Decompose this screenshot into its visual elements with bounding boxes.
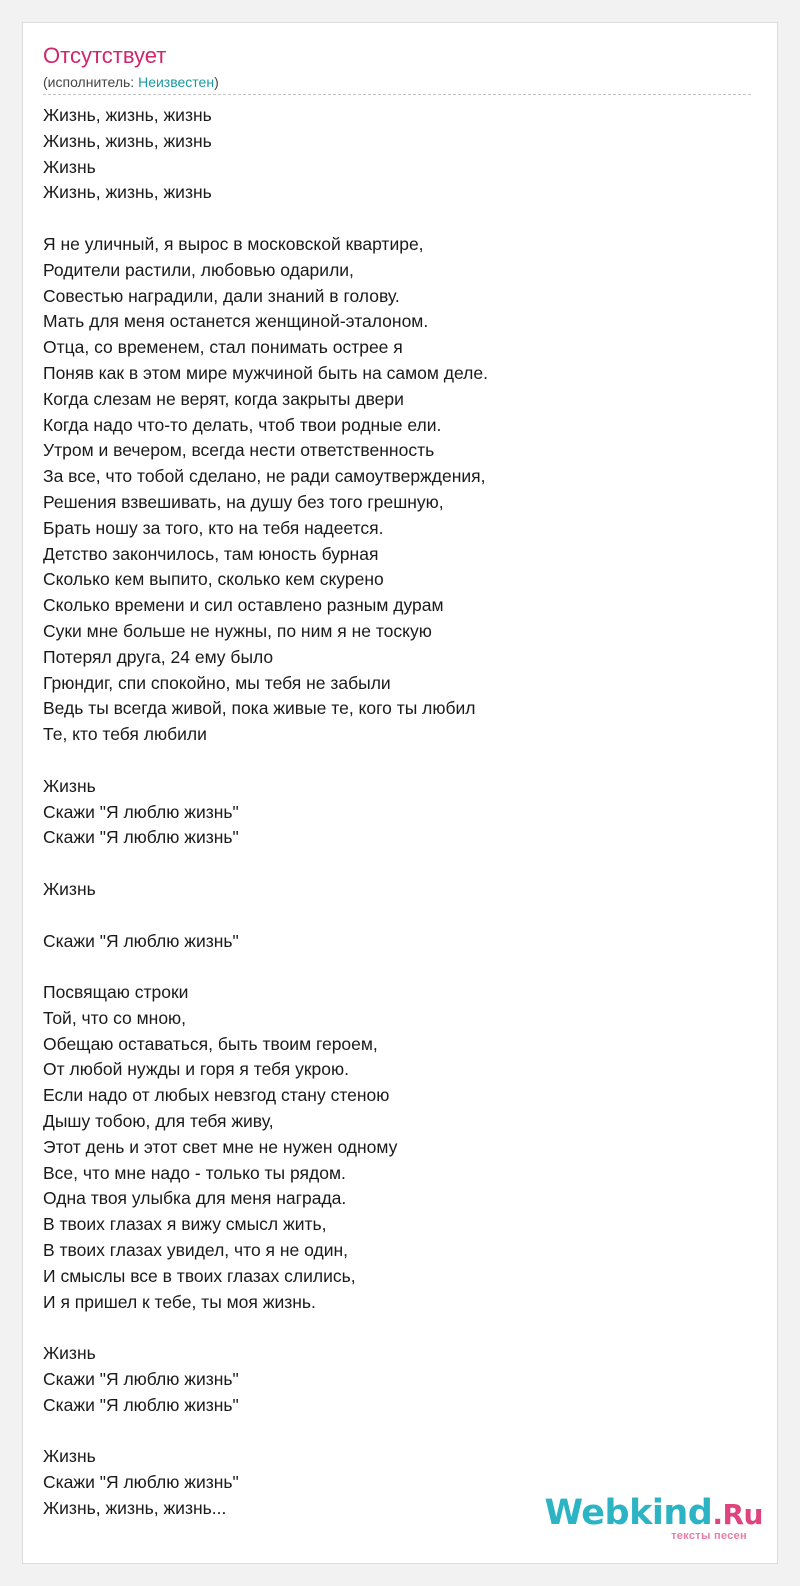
lyrics-line: Той, что со мною, bbox=[43, 1007, 187, 1028]
lyrics-line: Брать ношу за того, кто на тебя надеется. bbox=[43, 517, 384, 538]
lyrics-line: Скажи "Я люблю жизнь" bbox=[43, 1472, 239, 1493]
lyrics-blank-line bbox=[43, 851, 743, 877]
lyrics-blank-line bbox=[43, 1315, 743, 1341]
lyrics-line: И смыслы все в твоих глазах слились, bbox=[43, 1265, 356, 1286]
lyrics-line: Отца, со временем, стал понимать острее я bbox=[43, 337, 403, 358]
logo-tld: .Ru bbox=[712, 1498, 763, 1531]
lyrics-line: В твоих глазах я вижу смысл жить, bbox=[43, 1214, 327, 1235]
lyrics-line: Если надо от любых невзгод стану стеною bbox=[43, 1085, 390, 1106]
lyrics-line: Скажи "Я люблю жизнь" bbox=[43, 930, 239, 951]
lyrics-line: Жизнь, жизнь, жизнь... bbox=[43, 1498, 227, 1519]
lyrics-line: Скажи "Я люблю жизнь" bbox=[43, 1369, 239, 1390]
lyrics-line: Жизнь bbox=[43, 156, 96, 177]
lyrics-line: Жизнь bbox=[43, 1343, 96, 1364]
lyrics-line: Посвящаю строки bbox=[43, 982, 189, 1003]
lyrics-line: Утром и вечером, всегда нести ответственность bbox=[43, 440, 435, 461]
logo-tagline: тексты песен bbox=[671, 1530, 747, 1542]
lyrics-line: Когда надо что-то делать, чтоб твои родные ели. bbox=[43, 414, 442, 435]
lyrics-line: Ведь ты всегда живой, пока живые те, кого ты любил bbox=[43, 698, 476, 719]
lyrics-line: Решения взвешивать, на душу без того грешную, bbox=[43, 491, 444, 512]
lyrics-card bbox=[22, 22, 778, 1564]
lyrics-blank-line bbox=[43, 748, 743, 774]
lyrics-line: Жизнь bbox=[43, 878, 96, 899]
lyrics-line: Детство закончилось, там юность бурная bbox=[43, 543, 379, 564]
lyrics-line: В твоих глазах увидел, что я не один, bbox=[43, 1240, 348, 1261]
artist-prefix: (исполнитель: bbox=[43, 74, 139, 90]
lyrics-line: Скажи "Я люблю жизнь" bbox=[43, 1394, 239, 1415]
lyrics-line: За все, что тобой сделано, не ради самоутверждения, bbox=[43, 466, 486, 487]
lyrics-line: Жизнь bbox=[43, 1446, 96, 1467]
lyrics-line: И я пришел к тебе, ты моя жизнь. bbox=[43, 1291, 316, 1312]
lyrics-line: Поняв как в этом мире мужчиной быть на самом деле. bbox=[43, 362, 488, 383]
lyrics-line: Я не уличный, я вырос в московской квартире, bbox=[43, 233, 424, 254]
lyrics-line: От любой нужды и горя я тебя укрою. bbox=[43, 1059, 349, 1080]
logo-wordmark bbox=[544, 1493, 763, 1535]
artist-suffix: ) bbox=[214, 74, 219, 90]
lyrics-line: Жизнь, жизнь, жизнь bbox=[43, 130, 212, 151]
lyrics-blank-line bbox=[43, 1419, 743, 1445]
lyrics-line: Дышу тобою, для тебя живу, bbox=[43, 1111, 274, 1132]
lyrics-line: Жизнь bbox=[43, 775, 96, 796]
lyrics-line: Потерял друга, 24 ему было bbox=[43, 646, 274, 667]
lyrics-line: Все, что мне надо - только ты рядом. bbox=[43, 1162, 346, 1183]
title-divider bbox=[43, 94, 751, 95]
lyrics-line: Скажи "Я люблю жизнь" bbox=[43, 801, 239, 822]
lyrics-line: Скажи "Я люблю жизнь" bbox=[43, 827, 239, 848]
lyrics-line: Мать для меня останется женщиной-эталоном. bbox=[43, 311, 429, 332]
lyrics-line: Грюндиг, спи спокойно, мы тебя не забыли bbox=[43, 672, 391, 693]
lyrics-blank-line bbox=[43, 206, 743, 232]
lyrics-line: Те, кто тебя любили bbox=[43, 724, 207, 745]
lyrics-text bbox=[43, 103, 743, 1522]
lyrics-line: Обещаю оставаться, быть твоим героем, bbox=[43, 1033, 378, 1054]
lyrics-blank-line bbox=[43, 954, 743, 980]
lyrics-line: Жизнь, жизнь, жизнь bbox=[43, 182, 212, 203]
lyrics-line: Суки мне больше не нужны, по ним я не тоскую bbox=[43, 620, 432, 641]
lyrics-line: Одна твоя улыбка для меня награда. bbox=[43, 1188, 347, 1209]
lyrics-line: Родители растили, любовью одарили, bbox=[43, 259, 354, 280]
logo-brand: Webkind bbox=[544, 1493, 713, 1533]
song-title: Отсутствует bbox=[43, 43, 167, 68]
artist-line bbox=[43, 73, 219, 91]
lyrics-line: Сколько времени и сил оставлено разным дурам bbox=[43, 595, 444, 616]
lyrics-blank-line bbox=[43, 903, 743, 929]
lyrics-line: Совестью наградили, дали знаний в голову. bbox=[43, 285, 400, 306]
lyrics-line: Когда слезам не верят, когда закрыты двери bbox=[43, 388, 404, 409]
lyrics-line: Жизнь, жизнь, жизнь bbox=[43, 105, 212, 125]
artist-link[interactable]: Неизвестен bbox=[138, 74, 215, 90]
lyrics-line: Сколько кем выпито, сколько кем скурено bbox=[43, 569, 384, 590]
lyrics-line: Этот день и этот свет мне не нужен одному bbox=[43, 1136, 398, 1157]
site-logo[interactable] bbox=[544, 1493, 763, 1547]
